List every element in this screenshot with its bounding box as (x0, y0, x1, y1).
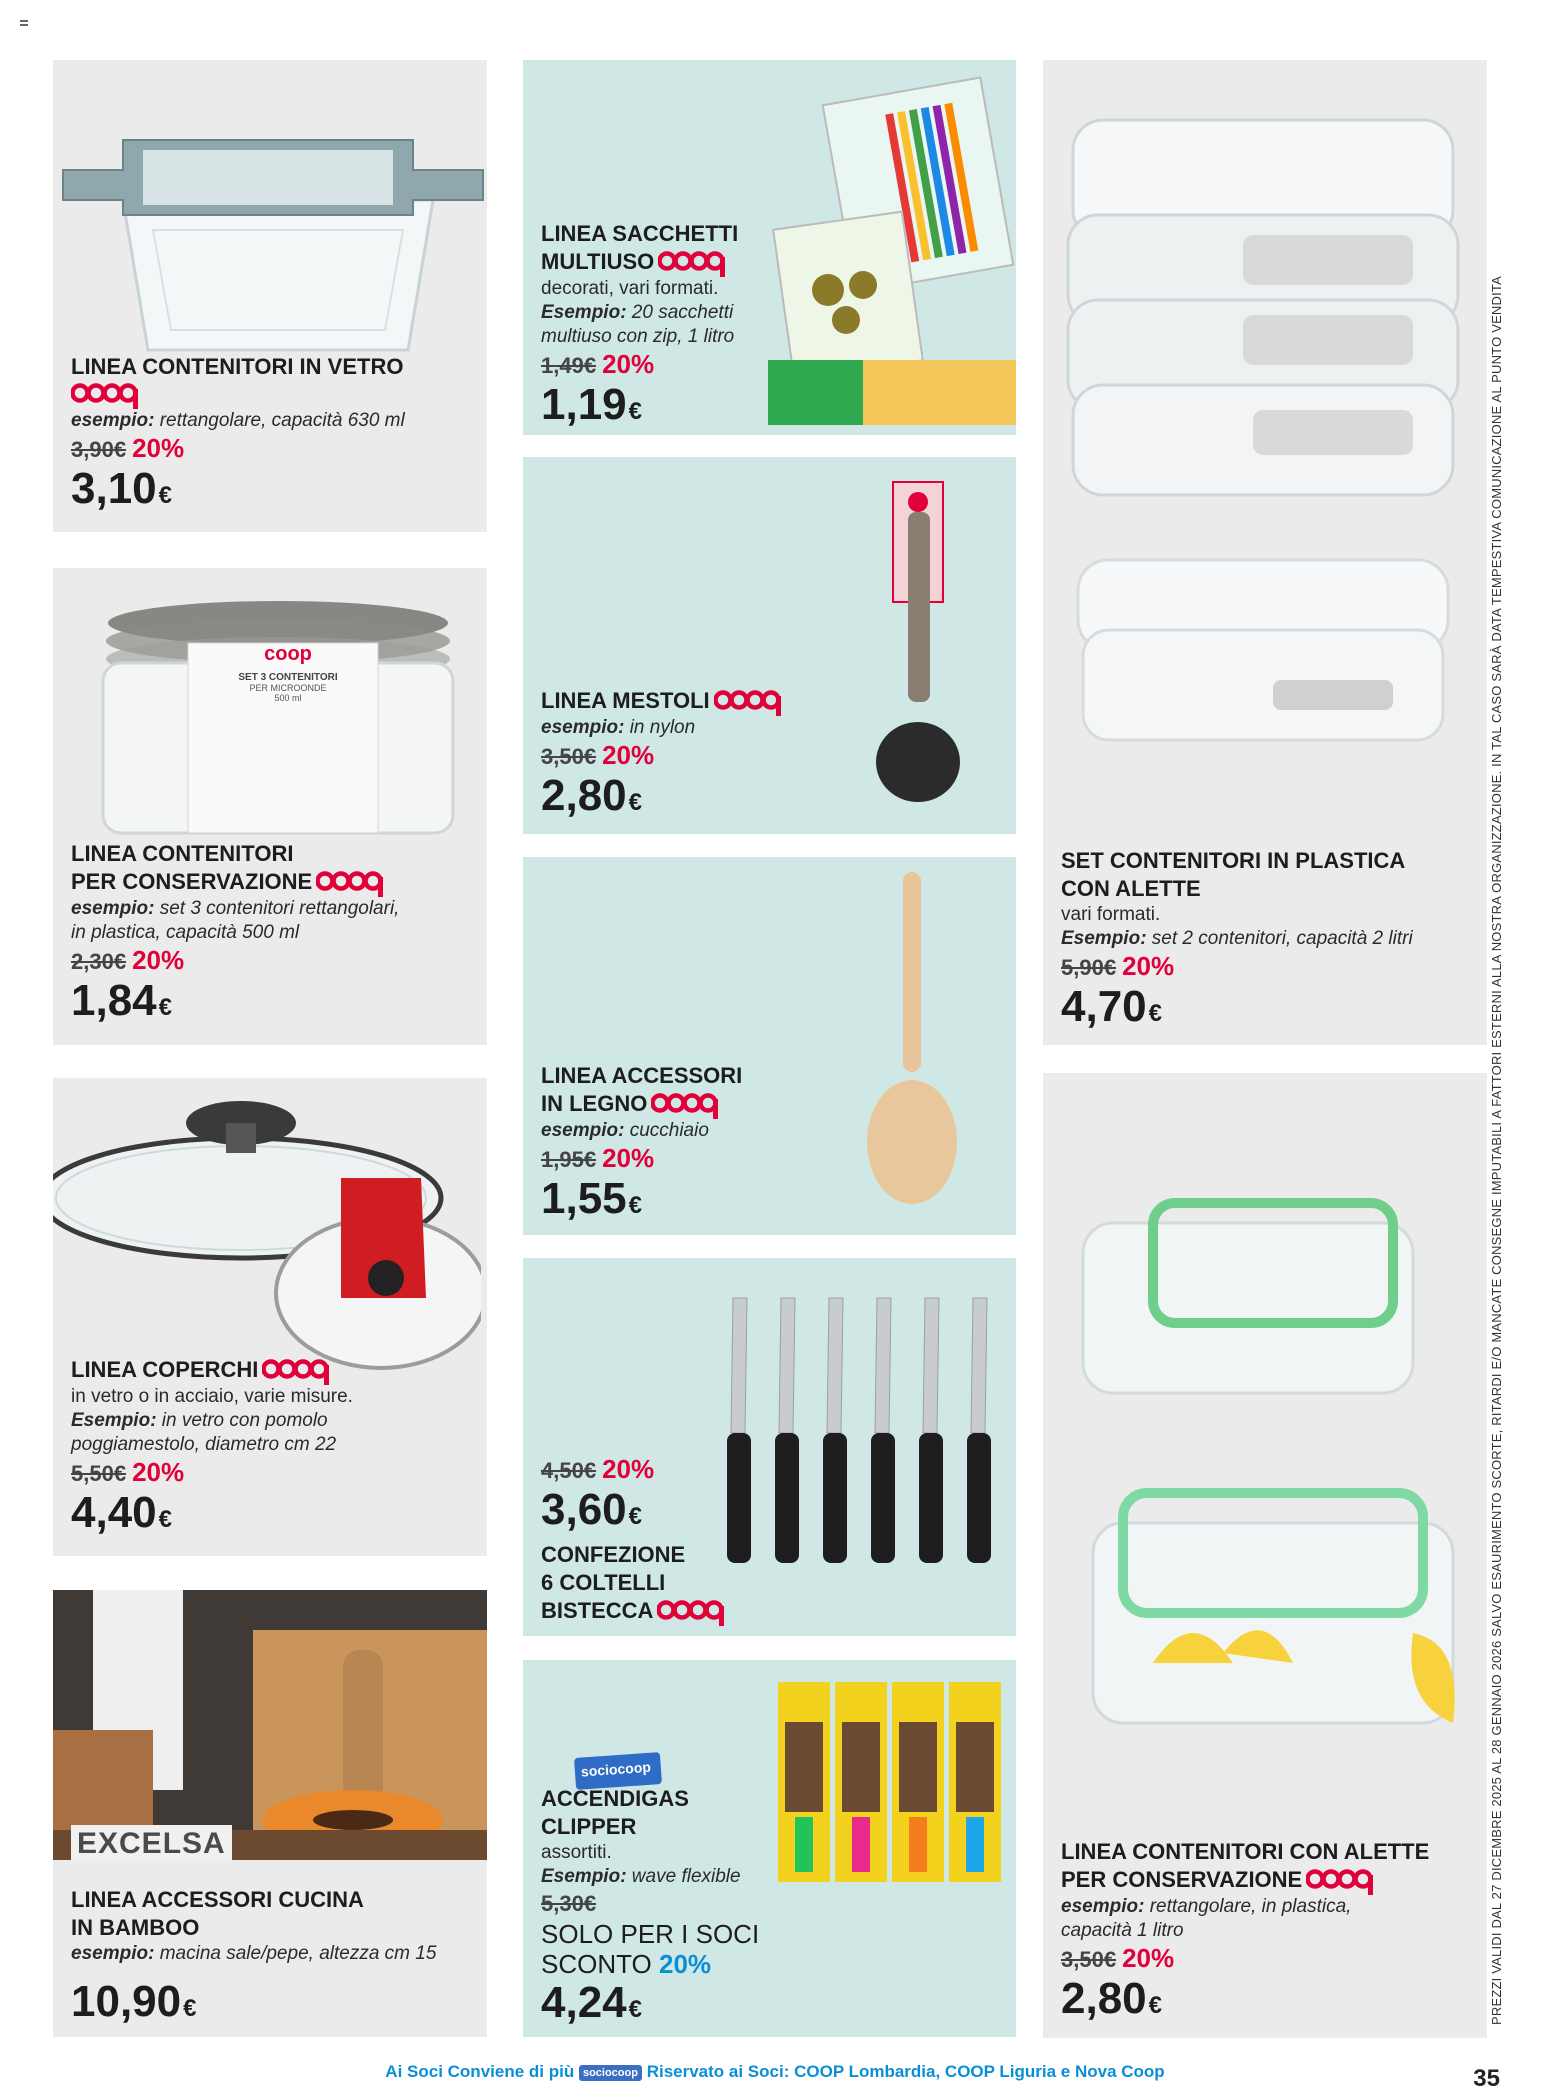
discount-badge: 20% (1122, 951, 1175, 981)
currency: € (628, 1503, 642, 1530)
product-name-line2: CLIPPER (541, 1814, 637, 1839)
example-label: esempio: (1061, 1896, 1145, 1918)
example-text: macina sale/pepe, altezza cm 15 (154, 1943, 437, 1964)
discount-badge: 20% (602, 349, 655, 380)
currency: € (1148, 1000, 1162, 1027)
price: 1,55 (541, 1174, 627, 1224)
product-name-line2: MULTIUSO (541, 249, 655, 274)
example-text: wave flexible (626, 1866, 741, 1887)
old-price: 3,50€ (541, 744, 597, 770)
price: 4,70 (1061, 982, 1147, 1031)
product-card-plastica[interactable] (1043, 60, 1487, 1045)
product-card-bamboo[interactable] (53, 1590, 487, 2037)
example-text: set 3 contenitori rettangolari, (154, 898, 400, 920)
currency: € (1148, 1992, 1162, 2020)
discount-badge: 20% (602, 1143, 655, 1174)
product-name-line1: LINEA CONTENITORI (71, 841, 294, 866)
currency: € (183, 1995, 197, 2022)
old-price: 2,30€ (71, 949, 127, 975)
price: 10,90 (71, 1977, 182, 2026)
example-label: esempio: (71, 410, 155, 431)
product-name-line1: LINEA ACCESSORI (541, 1063, 743, 1088)
product-name-line1: LINEA ACCESSORI CUCINA (71, 1887, 364, 1912)
old-price: 5,90€ (1061, 955, 1117, 980)
coop-logo (714, 688, 784, 716)
coop-logo (1306, 1867, 1376, 1895)
product-card-legno[interactable] (523, 857, 1016, 1235)
product-card-conservazione[interactable] (53, 568, 487, 1045)
old-price: 3,90€ (71, 437, 127, 462)
coop-logo (658, 249, 728, 277)
example-text: rettangolare, capacità 630 ml (154, 410, 405, 431)
old-price: 5,50€ (71, 1461, 127, 1487)
coop-logo (262, 1357, 332, 1385)
package-brand: coop (264, 643, 312, 665)
excelsa-brand-badge (71, 1825, 232, 1863)
example-text-2: poggiamestolo, diametro cm 22 (71, 1434, 337, 1456)
example-text-2: multiuso con zip, 1 litro (541, 326, 735, 348)
coop-logo (71, 381, 141, 409)
currency: € (158, 1506, 172, 1534)
soci-line2: SCONTO (541, 1949, 652, 1979)
validity-note: PREZZI VALIDI DAL 27 DICEMBRE 2025 AL 28 GENNAIO 2026 SALVO ESAURIMENTO SCORTE, RITARDI E/O MANCATE CONSEGNE IMPUTABILI A FATTORI ESTERNI ALLA NOSTRA ORGANIZZAZIONE. IN TAL CASO SARÀ DATA TEMPESTIVA COMUNICAZIONE AL PUNTO VENDITA (1489, 276, 1504, 2025)
footer (0, 2062, 1550, 2082)
menu-icon[interactable] (20, 20, 28, 26)
product-name-line2: PER CONSERVAZIONE (71, 869, 313, 894)
lid-image (53, 1083, 481, 1373)
example-label: esempio: (541, 717, 625, 739)
price: 1,19 (541, 380, 627, 430)
product-name-line2: IN LEGNO (541, 1091, 648, 1116)
product-card-accendigas[interactable] (523, 1660, 1016, 2037)
example-text: in nylon (624, 717, 696, 739)
page-number: 35 (1473, 2065, 1500, 2092)
product-name-line1: SET CONTENITORI IN PLASTICA (1061, 848, 1406, 873)
example-label: Esempio: (71, 1410, 157, 1432)
product-description: assortiti. (541, 1842, 612, 1863)
currency: € (628, 1192, 642, 1220)
product-card-sacchetti[interactable] (523, 60, 1016, 435)
product-card-alette[interactable] (1043, 1073, 1487, 2038)
currency: € (158, 994, 172, 1022)
old-price: 3,50€ (1061, 1947, 1117, 1973)
example-text-2: in plastica, capacità 500 ml (71, 922, 300, 944)
product-card-vetro[interactable] (53, 60, 487, 532)
example-text: rettangolare, in plastica, (1144, 1896, 1352, 1918)
price: 4,40 (71, 1488, 157, 1538)
product-name-line2: IN BAMBOO (71, 1915, 200, 1940)
price: 3,60 (541, 1485, 627, 1534)
product-card-coperchi[interactable] (53, 1078, 487, 1556)
product-card-coltelli[interactable] (523, 1258, 1016, 1636)
example-label: Esempio: (1061, 928, 1147, 949)
product-name-line1: LINEA CONTENITORI CON ALETTE (1061, 1839, 1430, 1864)
currency: € (628, 398, 642, 426)
product-card-mestoli[interactable] (523, 457, 1016, 834)
discount-badge: 20% (132, 945, 185, 976)
price: 1,84 (71, 976, 157, 1026)
currency: € (158, 482, 172, 509)
package-line2: PER MICROONDE (249, 683, 327, 693)
currency: € (628, 1996, 642, 2023)
product-name-line2: CON ALETTE (1061, 876, 1201, 901)
product-name-line2: 6 COLTELLI (541, 1570, 666, 1595)
price: 2,80 (1061, 1974, 1147, 2024)
footer-right-text: Riservato ai Soci: COOP Lombardia, COOP Liguria e Nova Coop (646, 2062, 1165, 2081)
soci-discount: 20% (659, 1949, 712, 1979)
coop-logo (651, 1091, 721, 1119)
soci-line1: SOLO PER I SOCI (541, 1919, 760, 1949)
old-price: 1,95€ (541, 1147, 597, 1173)
product-name-line1: ACCENDIGAS (541, 1786, 689, 1811)
product-name: LINEA MESTOLI (541, 688, 710, 713)
discount-badge: 20% (132, 433, 185, 463)
product-name: LINEA CONTENITORI IN VETRO (71, 354, 404, 379)
price: 3,10 (71, 464, 157, 513)
product-description: in vetro o in acciaio, varie misure. (71, 1386, 353, 1408)
badge-text: sociocoop (580, 1758, 652, 1780)
old-price: 4,50€ (541, 1458, 597, 1483)
currency: € (628, 789, 642, 817)
example-label: esempio: (71, 898, 155, 920)
example-text: cucchiaio (624, 1120, 709, 1142)
price: 2,80 (541, 771, 627, 821)
product-name-line2: PER CONSERVAZIONE (1061, 1867, 1303, 1892)
example-label: esempio: (541, 1120, 625, 1142)
package-line1: SET 3 CONTENITORI (238, 672, 338, 683)
footer-left-text: Ai Soci Conviene di più (385, 2062, 575, 2081)
product-name-line3: BISTECCA (541, 1598, 654, 1623)
example-label: esempio: (71, 1943, 155, 1964)
example-text: set 2 contenitori, capacità 2 litri (1146, 928, 1413, 949)
glass-container-image (53, 80, 487, 380)
old-price: 1,49€ (541, 353, 597, 379)
discount-badge: 20% (1122, 1943, 1175, 1974)
brand-text: EXCELSA (77, 1827, 226, 1860)
example-text: in vetro con pomolo (156, 1410, 328, 1432)
containers-with-lemon-image (1043, 1163, 1487, 1763)
coop-logo (657, 1598, 727, 1626)
example-text-2: capacità 1 litro (1061, 1920, 1184, 1942)
product-name-line1: LINEA SACCHETTI (541, 221, 739, 246)
footer-sociocoop-badge: sociocoop (579, 2065, 642, 2081)
package-label (198, 643, 378, 703)
product-description: decorati, vari formati. (541, 278, 719, 300)
example-label: Esempio: (541, 302, 627, 324)
discount-badge: 20% (132, 1457, 185, 1488)
bamboo-accessories-image (53, 1590, 487, 1860)
old-price: 5,30€ (541, 1891, 597, 1916)
example-text: 20 sacchetti (626, 302, 734, 324)
package-line3: 500 ml (274, 693, 302, 703)
product-name-line1: CONFEZIONE (541, 1542, 686, 1567)
example-label: Esempio: (541, 1866, 627, 1887)
product-description: vari formati. (1061, 904, 1161, 925)
discount-badge: 20% (602, 1454, 655, 1484)
coop-logo (316, 869, 386, 897)
plastic-container-set-image (1043, 100, 1487, 800)
plastic-containers-image (88, 593, 468, 843)
discount-badge: 20% (602, 740, 655, 771)
product-name: LINEA COPERCHI (71, 1357, 259, 1382)
price: 4,24 (541, 1978, 627, 2027)
